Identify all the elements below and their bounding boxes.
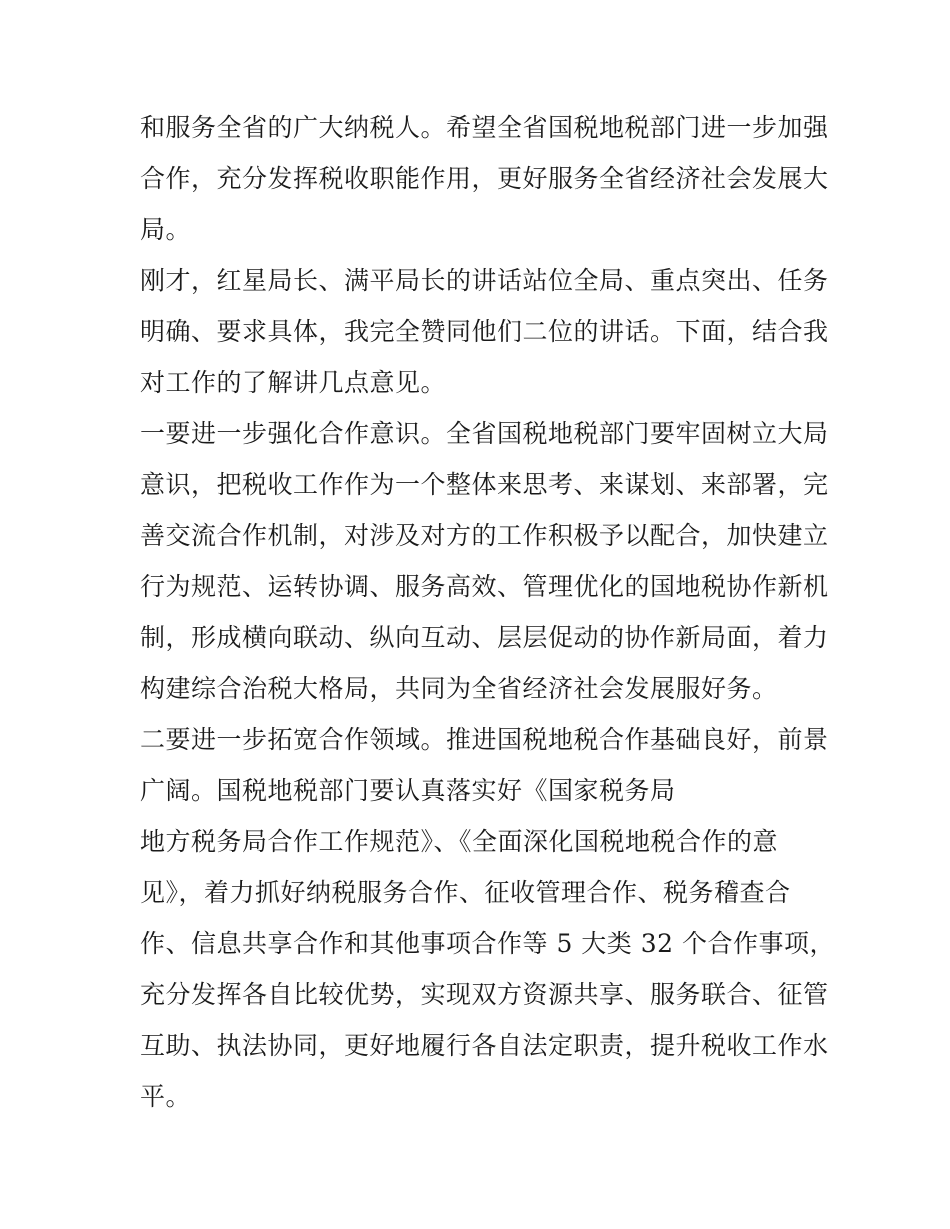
text-line: 刚才，红星局长、满平局长的讲话站位全局、重点突出、任务 <box>140 266 829 295</box>
text-line: 见》，着力抓好纳税服务合作、征收管理合作、税务稽查合 <box>140 878 791 907</box>
text-line: 和服务全省的广大纳税人。希望全省国税地税部门进一步加强 <box>140 113 829 142</box>
text-line: 善交流合作机制，对涉及对方的工作积极予以配合，加快建立 <box>140 521 829 550</box>
text-line: 一要进一步强化合作意识。全省国税地税部门要牢固树立大局 <box>140 419 829 448</box>
text-line: 合作，充分发挥税收职能作用，更好服务全省经济社会发展大 <box>140 164 829 193</box>
text-line: 平。 <box>140 1082 192 1111</box>
text-line: 作、信息共享合作和其他事项合作等 5 大类 32 个合作事项， <box>140 929 836 958</box>
text-line: 地方税务局合作工作规范》、《全面深化国税地税合作的意 <box>140 827 779 856</box>
text-line: 广阔。国税地税部门要认真落实好《国家税务局 <box>140 776 676 805</box>
paragraph <box>140 714 836 1122</box>
text-line: 对工作的了解讲几点意见。 <box>140 368 447 397</box>
document-body <box>140 102 836 1122</box>
text-line: 互助、执法协同，更好地履行各自法定职责，提升税收工作水 <box>140 1031 829 1060</box>
text-line: 意识，把税收工作作为一个整体来思考、来谋划、来部署，完 <box>140 470 829 499</box>
paragraph <box>140 408 829 714</box>
text-line: 行为规范、运转协调、服务高效、管理优化的国地税协作新机 <box>140 572 829 601</box>
text-line: 二要进一步拓宽合作领域。推进国税地税合作基础良好，前景 <box>140 725 829 754</box>
text-line: 制，形成横向联动、纵向互动、层层促动的协作新局面，着力 <box>140 623 829 652</box>
paragraph <box>140 102 829 255</box>
text-line: 充分发挥各自比较优势，实现双方资源共享、服务联合、征管 <box>140 980 829 1009</box>
text-line: 局。 <box>140 215 192 244</box>
text-line: 构建综合治税大格局，共同为全省经济社会发展服好务。 <box>140 674 778 703</box>
text-line: 明确、要求具体，我完全赞同他们二位的讲话。下面，结合我 <box>140 317 829 346</box>
paragraph <box>140 255 829 408</box>
